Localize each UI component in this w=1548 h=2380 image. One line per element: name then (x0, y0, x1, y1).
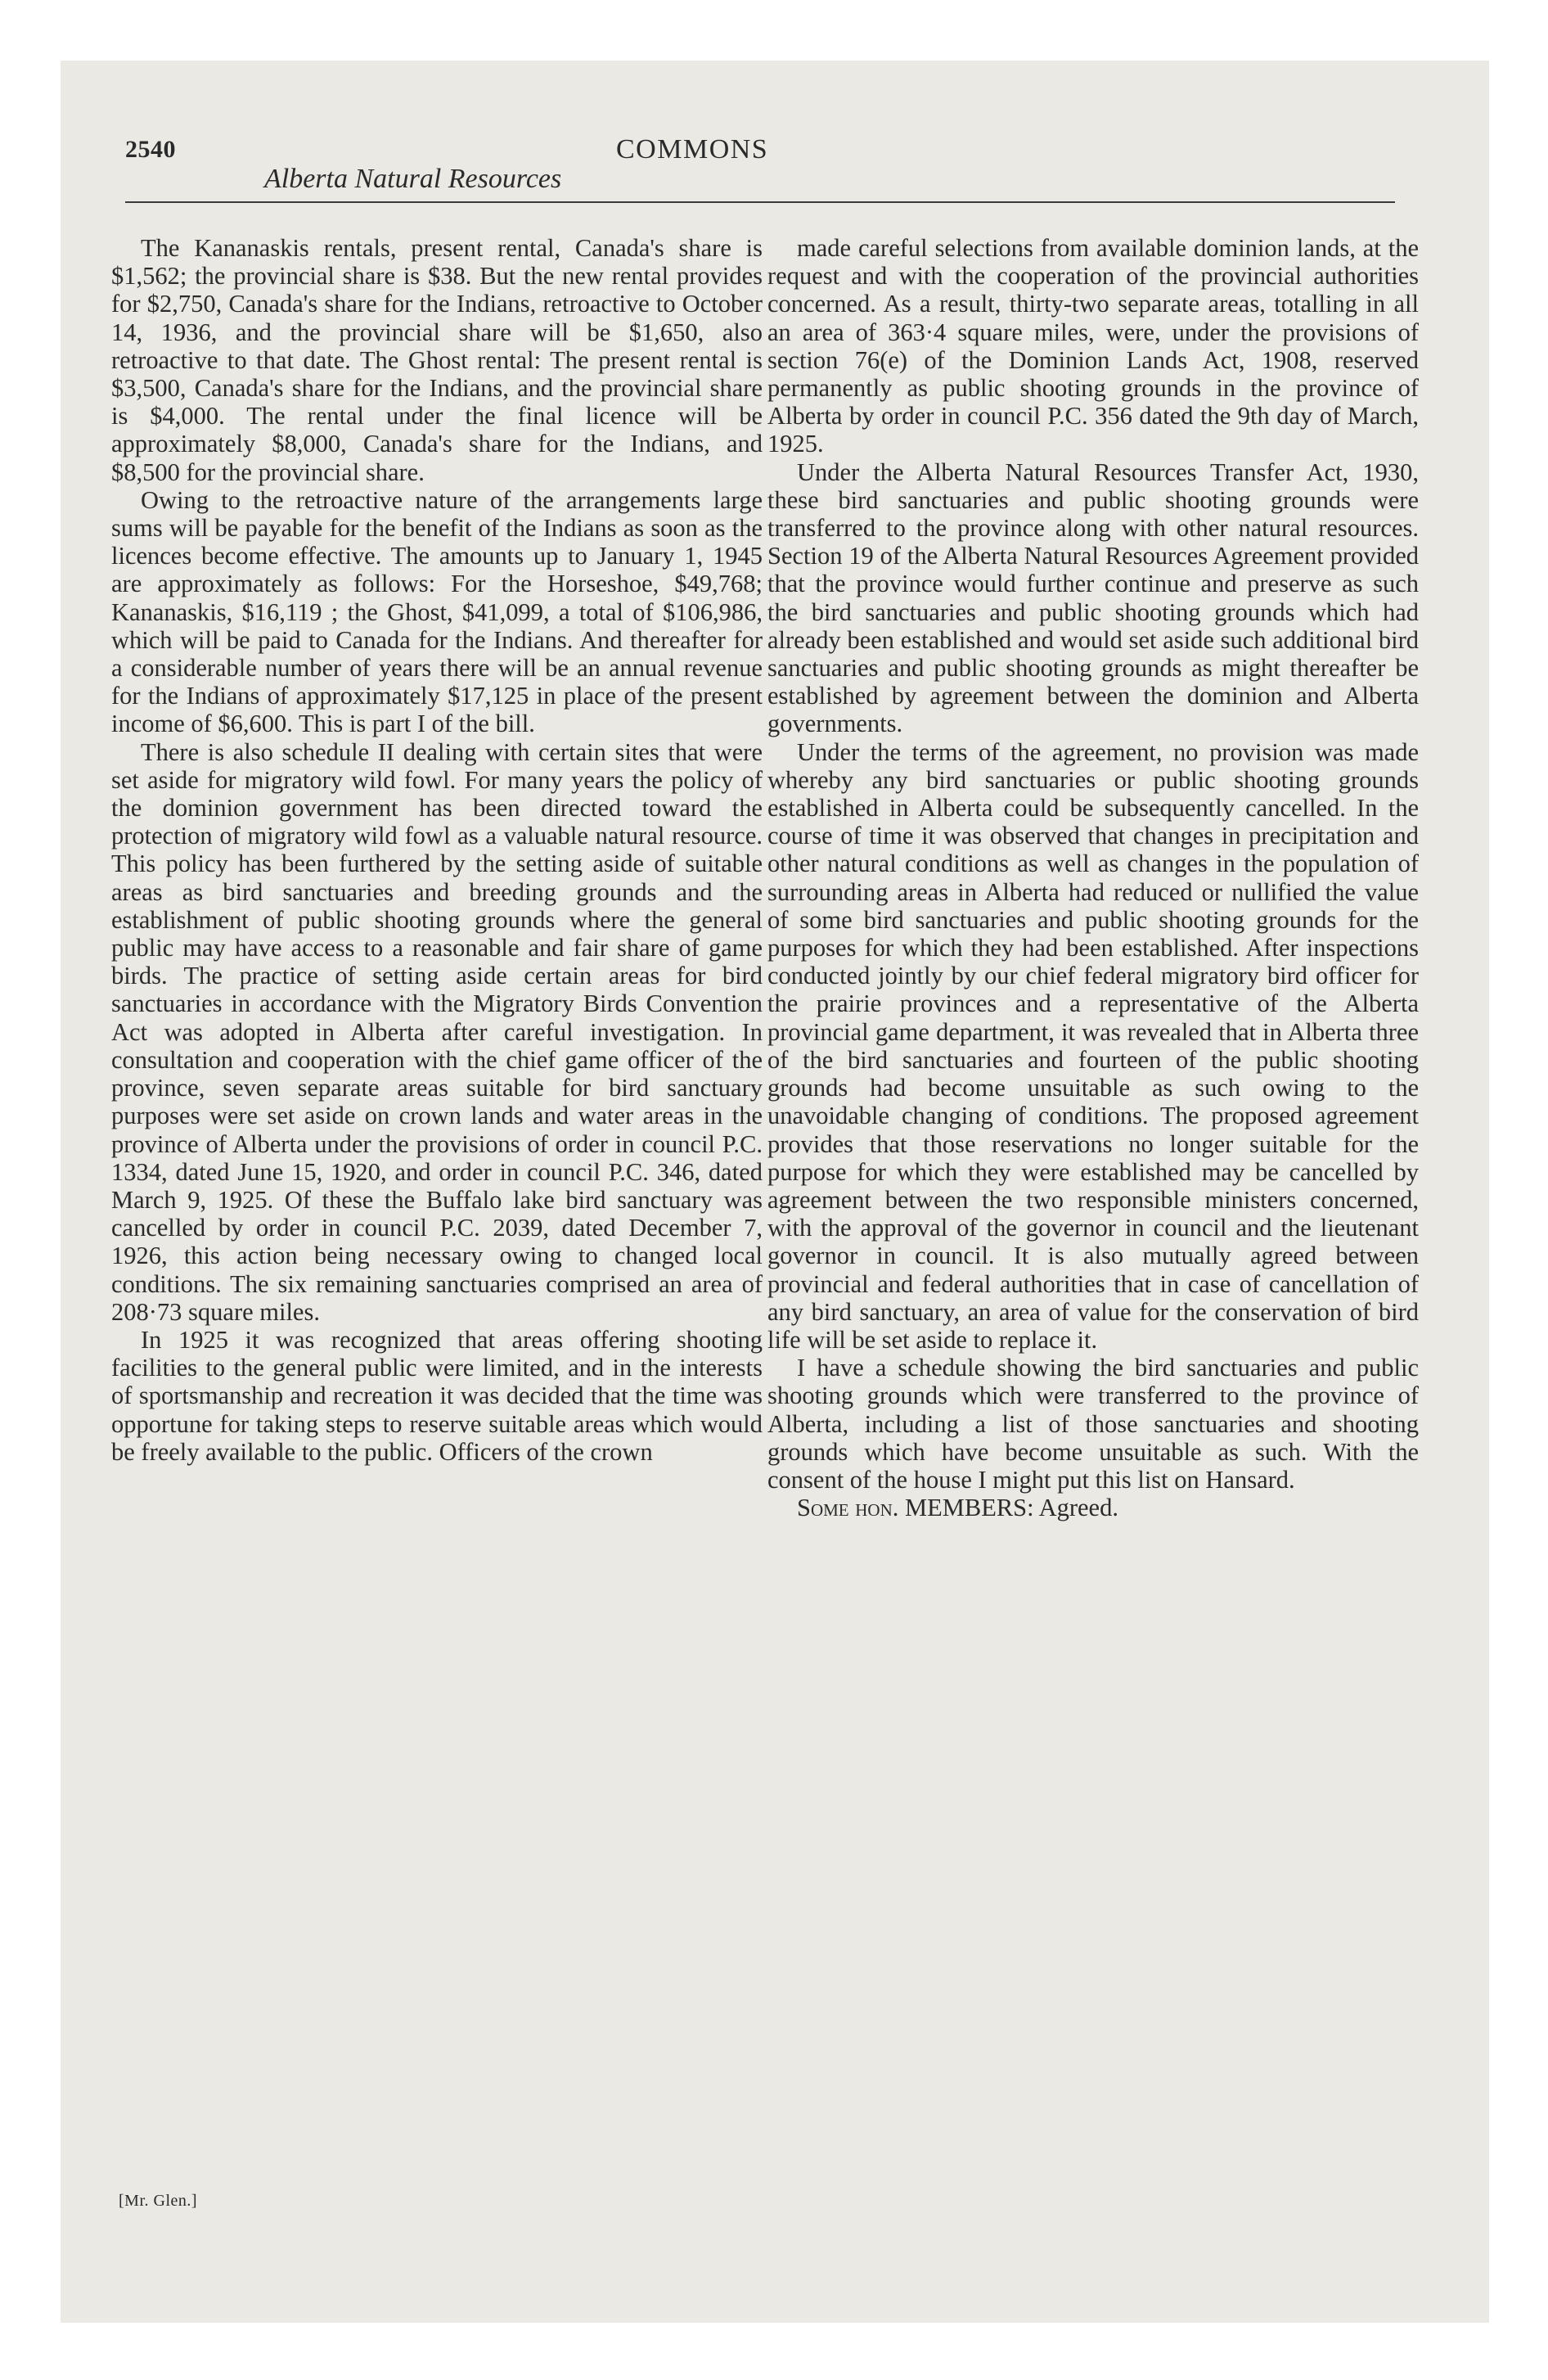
speaker-label: Some hon. MEMBERS: (797, 1494, 1034, 1522)
right-column (767, 234, 1419, 1521)
header-title: COMMONS (616, 134, 769, 165)
paragraph: Under the terms of the agreement, no provision was made whereby any bird sanctuaries or public shooting grounds established in Alberta could be subsequently cancelled. In the course of time it was observed that changes in precipitation and other natural conditions as well as changes in the population of surrounding areas in Alberta had reduced or nullified the value of some bird sanctuaries and public shooting grounds for the purposes for which they had been established. After inspections conducted jointly by our chief federal migratory bird officer for the prairie provinces and a representative of the Alberta provincial game department, it was revealed that in Alberta three of the bird sanctuaries and fourteen of the public shooting grounds had become unsuitable as such owing to the unavoidable changing of conditions. The proposed agreement provides that those reservations no longer suitable for the purpose for which they were established may be cancelled by agreement between the two responsible ministers concerned, with the approval of the governor in council and the lieutenant governor in council. It is also mutually agreed between provincial and federal authorities that in case of cancellation of any bird sanctuary, an area of value for the conservation of bird life will be set aside to replace it. (767, 737, 1419, 1354)
page-header (125, 128, 1393, 210)
paragraph: The Kananaskis rentals, present rental, Canada's share is $1,562; the provincial share is $38. But the new rental provides for $2,750, Canada's share for the Indians, retroactive to October 14, 1936, and the provincial share will be $1,650, also retroactive to that date. The Ghost rental: The present rental is $3,500, Canada's share for the Indians, and the provincial share is $4,000. The rental under the final licence will be approximately $8,000, Canada's share for the Indians, and $8,500 for the provincial share. (111, 234, 763, 486)
closing-line (767, 1494, 1419, 1521)
paragraph: made careful selections from available dominion lands, at the request and with the cooperation of the provincial authorities concerned. As a result, thirty-two separate areas, totalling in all an area of 363·4 square miles, were, under the provisions of section 76(e) of the Dominion Lands Act, 1908, reserved permanently as public shooting grounds in the province of Alberta by order in council P.C. 356 dated the 9th day of March, 1925. (767, 234, 1419, 458)
paragraph: I have a schedule showing the bird sanctuaries and public shooting grounds which were transferred to the province of Alberta, including a list of those sanctuaries and shooting grounds which have become unsuitable as such. With the consent of the house I might put this list on Hansard. (767, 1354, 1419, 1494)
paragraph: Owing to the retroactive nature of the arrangements large sums will be payable for the benefit of the Indians as soon as the licences become effective. The amounts up to January 1, 1945 are approximately as follows: For the Horseshoe, $49,768; Kananaskis, $16,119 ; the Ghost, $41,099, a total of $106,986, which will be paid to Canada for the Indians. And thereafter for a considerable number of years there will be an annual revenue for the Indians of approximately $17,125 in place of the present income of $6,600. This is part I of the bill. (111, 485, 763, 738)
paragraph: Under the Alberta Natural Resources Transfer Act, 1930, these bird sanctuaries and public shooting grounds were transferred to the province along with other natural resources. Section 19 of the Alberta Natural Resources Agreement provided that the province would further continue and preserve as such the bird sanctuaries and public shooting grounds which had already been established and would set aside such additional bird sanctuaries and public shooting grounds as might thereafter be established by agreement between the dominion and Alberta governments. (767, 458, 1419, 738)
closing-text: Agreed. (1033, 1494, 1118, 1522)
speaker-footnote: [Mr. Glen.] (119, 2192, 198, 2210)
paragraph: In 1925 it was recognized that areas offering shooting facilities to the general public were limited, and in the interests of sportsmanship and recreation it was decided that the time was opportune for taking steps to reserve suitable areas which would be freely available to the public. Officers of the crown (111, 1325, 763, 1466)
left-column (111, 234, 763, 1466)
running-head: Alberta Natural Resources (264, 164, 562, 194)
header-rule (125, 201, 1395, 203)
page-number: 2540 (125, 136, 176, 163)
paragraph: There is also schedule II dealing with certain sites that were set aside for migratory wild fowl. For many years the policy of the dominion government has been directed toward the protection of migratory wild fowl as a valuable natural resource. This policy has been furthered by the setting aside of suitable areas as bird sanctuaries and breeding grounds and the establishment of public shooting grounds where the general public may have access to a reasonable and fair share of game birds. The practice of setting aside certain areas for bird sanctuaries in accordance with the Migratory Birds Convention Act was adopted in Alberta after careful investigation. In consultation and cooperation with the chief game officer of the province, seven separate areas suitable for bird sanctuary purposes were set aside on crown lands and water areas in the province of Alberta under the provisions of order in council P.C. 1334, dated June 15, 1920, and order in council P.C. 346, dated March 9, 1925. Of these the Buffalo lake bird sanctuary was cancelled by order in council P.C. 2039, dated December 7, 1926, this action being necessary owing to changed local conditions. The six remaining sanctuaries comprised an area of 208·73 square miles. (111, 737, 763, 1326)
